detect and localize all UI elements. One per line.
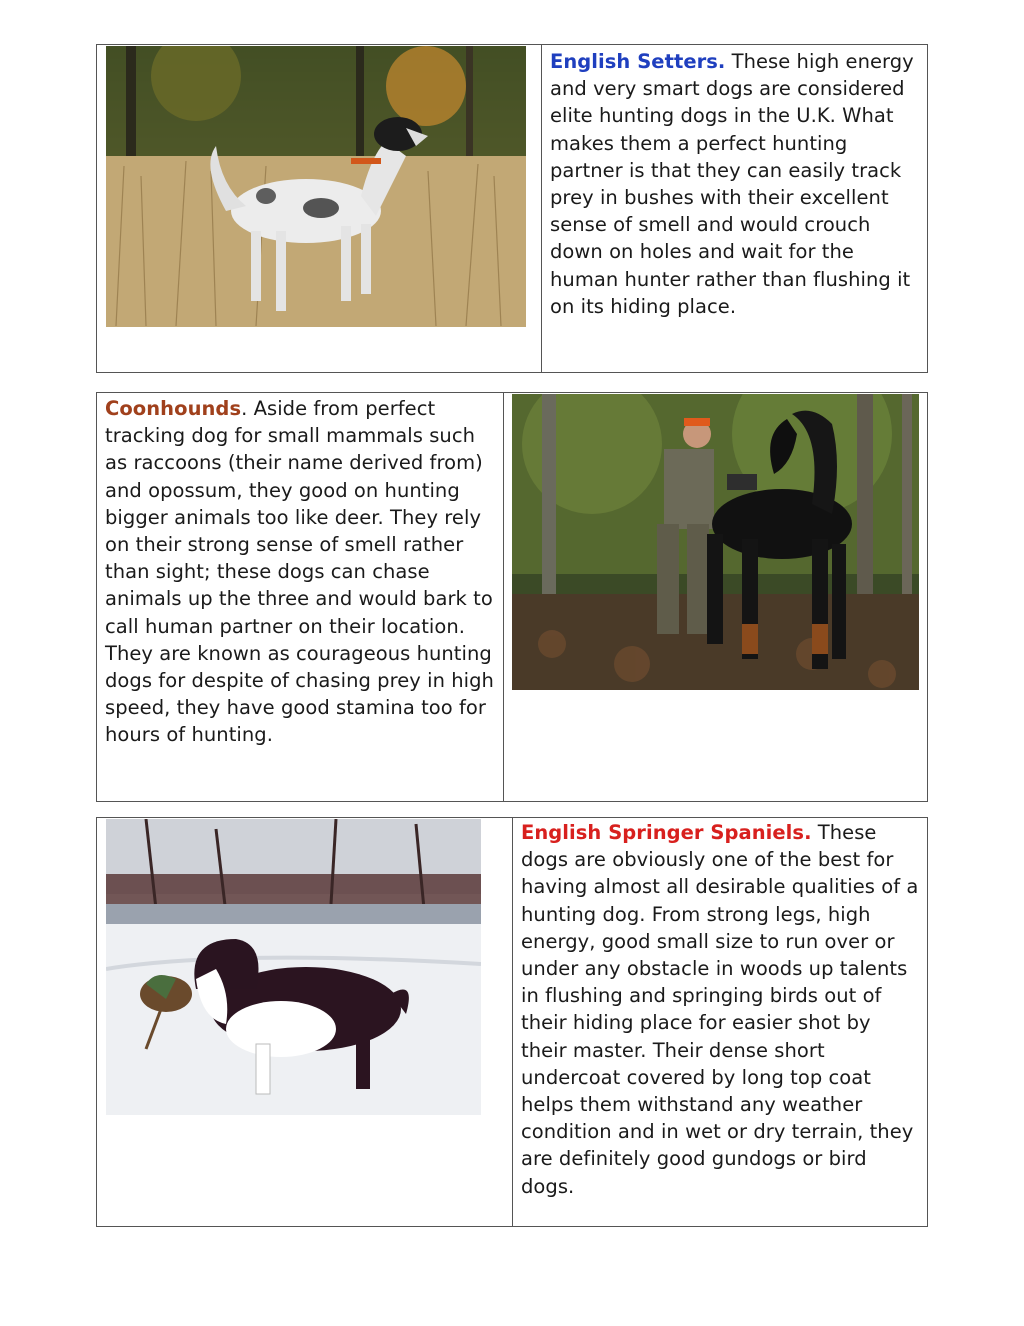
coonhound-card — [96, 392, 928, 802]
coonhound-text: . Aside from perfect tracking dog for small mammals such as raccoons (their name derived from) and opossum, they good on hunting bigger animals too like deer. They rely on their strong sense of smell rather than sight; these dogs can chase animals up the three and would bark to call human partner on their location. They are known as courageous hunting dogs for despite of chasing prey in high speed, they have good stamina too for hours of hunting. — [105, 397, 494, 747]
springer-card — [96, 817, 928, 1227]
springer-description — [512, 818, 927, 1226]
coonhound-title: Coonhounds — [105, 397, 242, 420]
springer-title: English Springer Spaniels. — [521, 821, 812, 844]
springer-text: These dogs are obviously one of the best for having almost all desirable qualities of a hunting dog. From strong legs, high energy, good small size to run over or under any obstacle in woods up talents in flushing and springing birds out of their hiding place for easier shot by their master. Their dense short undercoat covered by long top coat helps them withstand any weather condition and in wet or dry terrain, they are definitely good gundogs or bird dogs. — [521, 821, 919, 1198]
coonhound-photo — [512, 394, 919, 690]
setter-photo-cell — [97, 45, 541, 372]
setter-card — [96, 44, 928, 373]
springer-photo — [106, 819, 481, 1115]
coonhound-description — [97, 393, 503, 801]
coonhound-photo-cell — [503, 393, 927, 801]
setter-text: These high energy and very smart dogs are considered elite hunting dogs in the U.K. What makes them a perfect hunting partner is that they can easily track prey in bushes with their excellent sense of smell and would crouch down on holes and wait for the human hunter rather than flushing it on its hiding place. — [550, 50, 914, 318]
setter-photo — [106, 46, 526, 327]
springer-photo-cell — [97, 818, 512, 1226]
setter-description — [541, 45, 927, 372]
setter-title: English Setters. — [550, 50, 726, 73]
